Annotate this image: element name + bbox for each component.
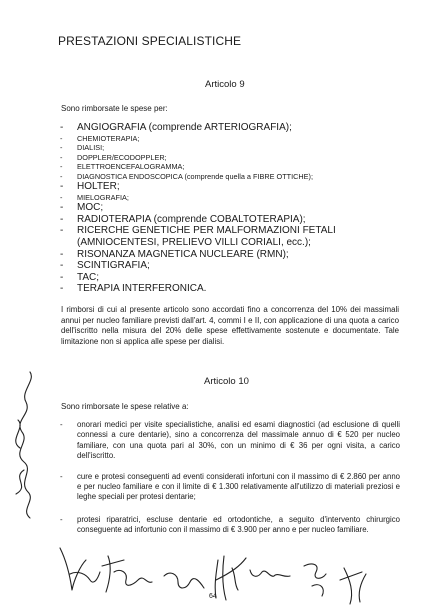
list-marker: - — [60, 471, 63, 481]
margin-signature — [16, 372, 32, 518]
page-title: PRESTAZIONI SPECIALISTICHE — [58, 34, 242, 48]
list-marker: - — [60, 133, 63, 143]
article-9-item-text: RISONANZA MAGNETICA NUCLEARE (RMN); — [77, 248, 289, 260]
list-marker: - — [60, 514, 63, 524]
list-marker: - — [60, 171, 63, 181]
list-marker: - — [60, 202, 64, 214]
article-9-item-text: RICERCHE GENETICHE PER MALFORMAZIONI FETALI — [77, 225, 336, 237]
article-9-item-text: ELETTROENCEFALOGRAMMA; — [77, 162, 185, 172]
article-9-item-text: DOPPLER/ECODOPPLER; — [77, 152, 167, 162]
list-marker: - — [60, 283, 64, 295]
signature-5 — [304, 564, 326, 596]
article-10-item-text: cure e protesi conseguenti ad eventi considerati infortuni con il massimo di € 2.860 per anno e per nucleo familiare e con il limite di € 1.300 relativamente all'utilizzo di materiali preziosi e leghe speciali per protesi dentarie; — [77, 471, 400, 502]
signature-3 — [164, 573, 204, 588]
signature-4 — [215, 556, 290, 600]
article-10-heading: Articolo 10 — [204, 376, 249, 387]
article-9-item-text: ANGIOGRAFIA (comprende ARTERIOGRAFIA); — [77, 122, 292, 133]
article-9-paragraph: I rimborsi di cui al presente articolo sono accordati fino a concorrenza del 10% dei massimali annui per nucleo familiare previsti dall'art. 4, commi I e II, con applicazione di una quota a carico dell'iscritto nella misura del 20% delle spese effettivamente sostenute e documentate. Tale limitazione non si applica alle spese per dialisi. — [61, 305, 399, 346]
signature-1 — [60, 548, 100, 590]
article-9-item-text: TAC; — [77, 271, 100, 283]
article-9-item-text: DIALISI; — [77, 143, 105, 153]
list-marker: - — [60, 260, 64, 272]
signature-6 — [340, 568, 366, 604]
list-marker: - — [60, 213, 64, 225]
article-9-item-text: TERAPIA INTERFERONICA. — [77, 283, 207, 295]
list-marker: - — [60, 192, 63, 202]
list-marker: - — [60, 143, 63, 153]
article-9-item-text: MIELOGRAFIA; — [77, 192, 129, 202]
article-9-item-text: DIAGNOSTICA ENDOSCOPICA (comprende quella a FIBRE OTTICHE); — [77, 171, 313, 181]
article-9-item-text: RADIOTERAPIA (comprende COBALTOTERAPIA); — [77, 213, 306, 225]
article-9-item-text: HOLTER; — [77, 181, 120, 193]
article-10-intro: Sono rimborsate le spese relative a: — [61, 402, 189, 411]
article-10-item-text: onorari medici per visite specialistiche, analisi ed esami diagnostici (ad esclusione di quelli connessi a cure dentarie), sino a concorrenza del massimale annuo di € 520 per nucleo familiare, con una quota pari al 30%, con un minimo di € 36 per ogni visita, a carico dell'iscritto. — [77, 420, 400, 461]
list-marker: - — [60, 162, 63, 172]
article-10-item-text: protesi riparatrici, escluse dentarie ed ortodontiche, a seguito d'intervento chirurgico conseguente ad infortunio con il massimo di € 3.900 per anno e per nucleo familiare. — [77, 514, 400, 535]
list-marker: - — [60, 271, 64, 283]
list-marker: - — [60, 420, 63, 429]
list-marker: - — [60, 181, 64, 193]
list-marker: - — [60, 152, 63, 162]
article-9-item-text: MOC; — [77, 202, 104, 214]
list-marker: - — [60, 122, 64, 133]
article-9-item-text: SCINTIGRAFIA; — [77, 260, 150, 272]
article-9-heading: Articolo 9 — [205, 79, 245, 90]
article-9-item-text: CHEMIOTERAPIA; — [77, 133, 140, 143]
page-number: 64 — [209, 593, 217, 600]
article-9-intro: Sono rimborsate le spese per: — [61, 104, 168, 113]
list-marker: - — [60, 225, 64, 237]
list-marker: - — [60, 248, 64, 260]
signature-2 — [102, 556, 152, 592]
article-9-item-continuation: (AMNIOCENTESI, PRELIEVO VILLI CORIALI, ecc.); — [77, 236, 311, 248]
